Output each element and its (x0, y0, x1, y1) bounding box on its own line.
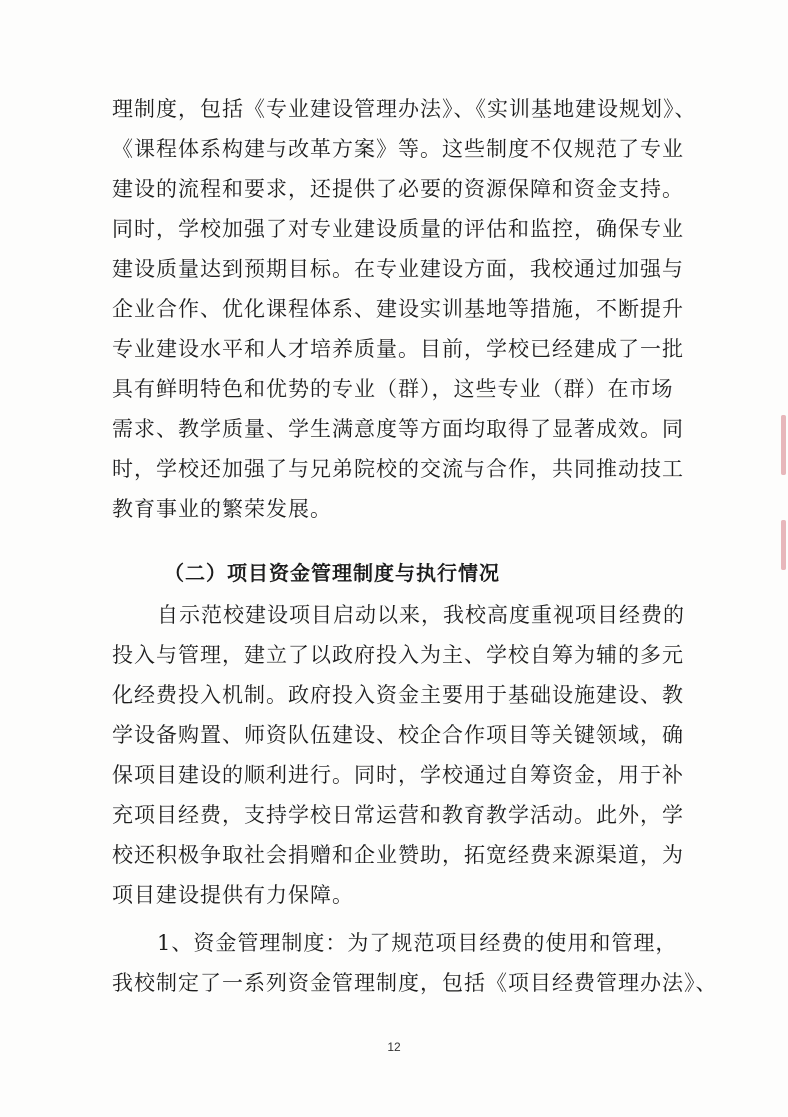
text-line: 校还积极争取社会捐赠和企业赞助，拓宽经费来源渠道，为 (112, 843, 684, 867)
text-line: 自示范校建设项目启动以来，我校高度重视项目经费的 (157, 603, 685, 627)
paragraph-specialty-construction (112, 89, 697, 529)
text-line: 需求、教学质量、学生满意度等方面均取得了显著成效。同 (112, 417, 684, 441)
text-line: 教育事业的繁荣发展。 (112, 497, 332, 521)
section-heading-block (112, 553, 672, 593)
text-line: 我校制定了一系列资金管理制度，包括《项目经费管理办法》、 (112, 971, 718, 995)
paragraph-funding-input (112, 595, 685, 915)
text-line: 时，学校还加强了与兄弟院校的交流与合作，共同推动技工 (112, 457, 684, 481)
text-line: 建设质量达到预期目标。在专业建设方面，我校通过加强与 (112, 257, 684, 281)
text-line: 理制度，包括《专业建设管理办法》、《实训基地建设规划》、 (112, 97, 697, 121)
text-line: 学设备购置、师资队伍建设、校企合作项目等关键领域，确 (112, 723, 684, 747)
text-line: 同时，学校加强了对专业建设质量的评估和监控，确保专业 (112, 217, 684, 241)
text-line: 建设的流程和要求，还提供了必要的资源保障和资金支持。 (112, 177, 684, 201)
text-line: 项目建设提供有力保障。 (112, 883, 354, 907)
text-line: 具有鲜明特色和优势的专业（群），这些专业（群）在市场 (112, 377, 674, 401)
text-line: 1、资金管理制度：为了规范项目经费的使用和管理， (157, 931, 678, 955)
text-line: 企业合作、优化课程体系、建设实训基地等措施，不断提升 (112, 297, 684, 321)
section-heading: （二）项目资金管理制度与执行情况 (164, 561, 500, 585)
text-line: 专业建设水平和人才培养质量。目前，学校已经建成了一批 (112, 337, 684, 361)
paragraph-fund-management (112, 923, 718, 1003)
binding-edge-mark (781, 415, 786, 475)
text-line: 化经费投入机制。政府投入资金主要用于基础设施建设、教 (112, 683, 684, 707)
text-line: 保项目建设的顺利进行。同时，学校通过自筹资金，用于补 (112, 763, 684, 787)
text-line: 充项目经费，支持学校日常运营和教育教学活动。此外，学 (112, 803, 684, 827)
page-number: 12 (387, 1040, 401, 1054)
binding-edge-mark (781, 520, 786, 570)
text-line: 投入与管理，建立了以政府投入为主、学校自筹为辅的多元 (112, 643, 684, 667)
text-line: 《课程体系构建与改革方案》等。这些制度不仅规范了专业 (112, 137, 684, 161)
